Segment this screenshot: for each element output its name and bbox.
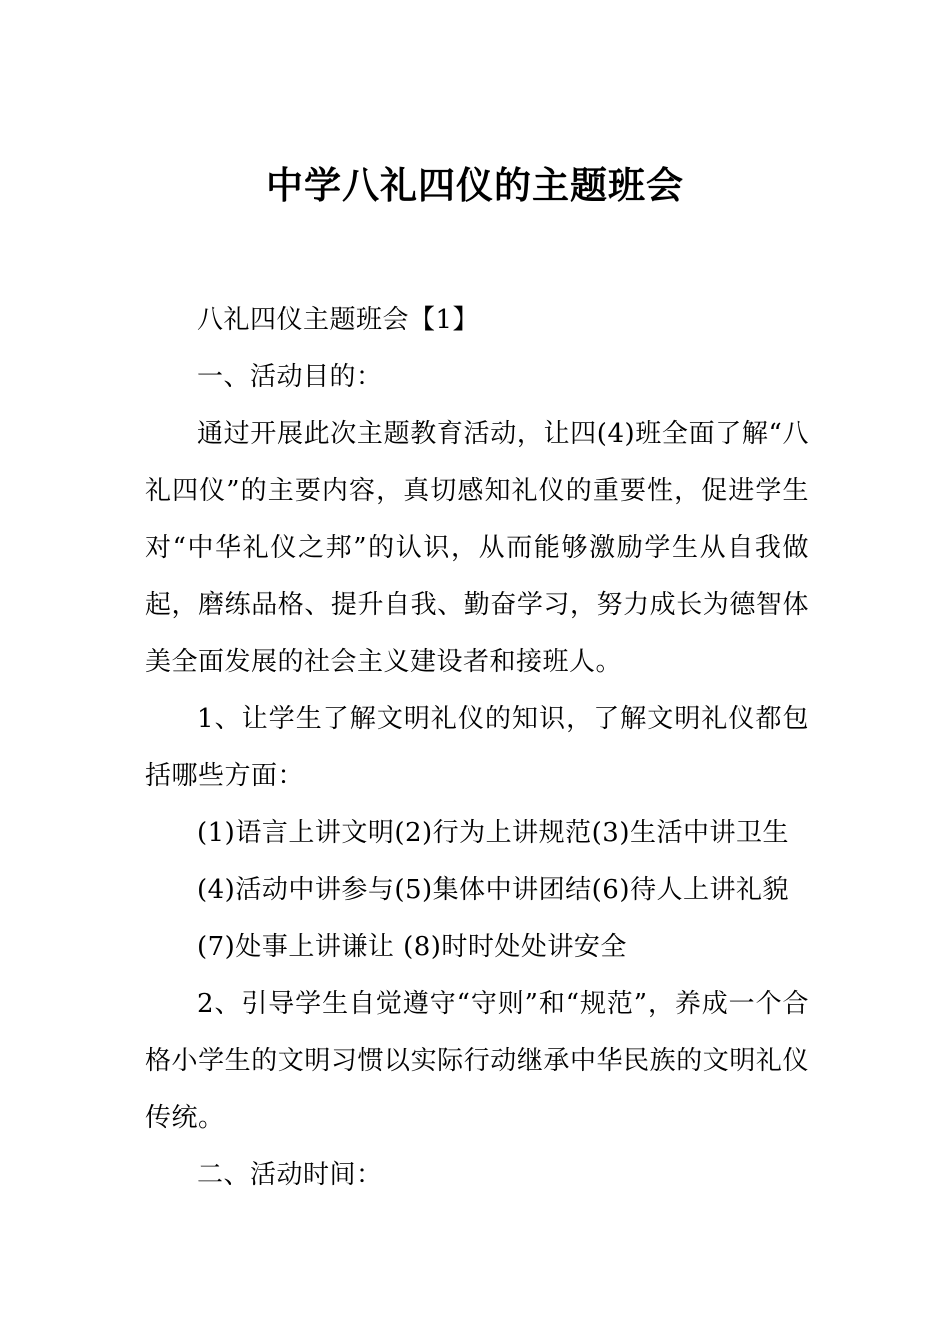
list-item: 1、让学生了解文明礼仪的知识，了解文明礼仪都包括哪些方面：: [145, 704, 809, 791]
list-item: 2、引导学生自觉遵守“守则”和“规范”，养成一个合格小学生的文明习惯以实际行动继承中华民族的文明礼仪传统。: [145, 989, 809, 1133]
subsection-heading: 二、活动时间：: [197, 1160, 383, 1190]
document-body: [145, 292, 809, 1204]
list-subitem: (1)语言上讲文明(2)行为上讲规范(3)生活中讲卫生: [197, 818, 789, 848]
section-heading: 八礼四仪主题班会【1】: [197, 305, 480, 335]
subsection-heading: 一、活动目的：: [197, 362, 383, 392]
list-subitem: (4)活动中讲参与(5)集体中讲团结(6)待人上讲礼貌: [197, 875, 789, 905]
list-subitem: (7)处事上讲谦让 (8)时时处处讲安全: [197, 932, 627, 962]
document-title: 中学八礼四仪的主题班会: [266, 163, 684, 207]
paragraph: 通过开展此次主题教育活动，让四(4)班全面了解“八礼四仪”的主要内容，真切感知礼仪的重要性，促进学生对“中华礼仪之邦”的认识，从而能够激励学生从自我做起，磨练品格、提升自我、勤奋学习，努力成长为德智体美全面发展的社会主义建设者和接班人。: [145, 419, 809, 677]
